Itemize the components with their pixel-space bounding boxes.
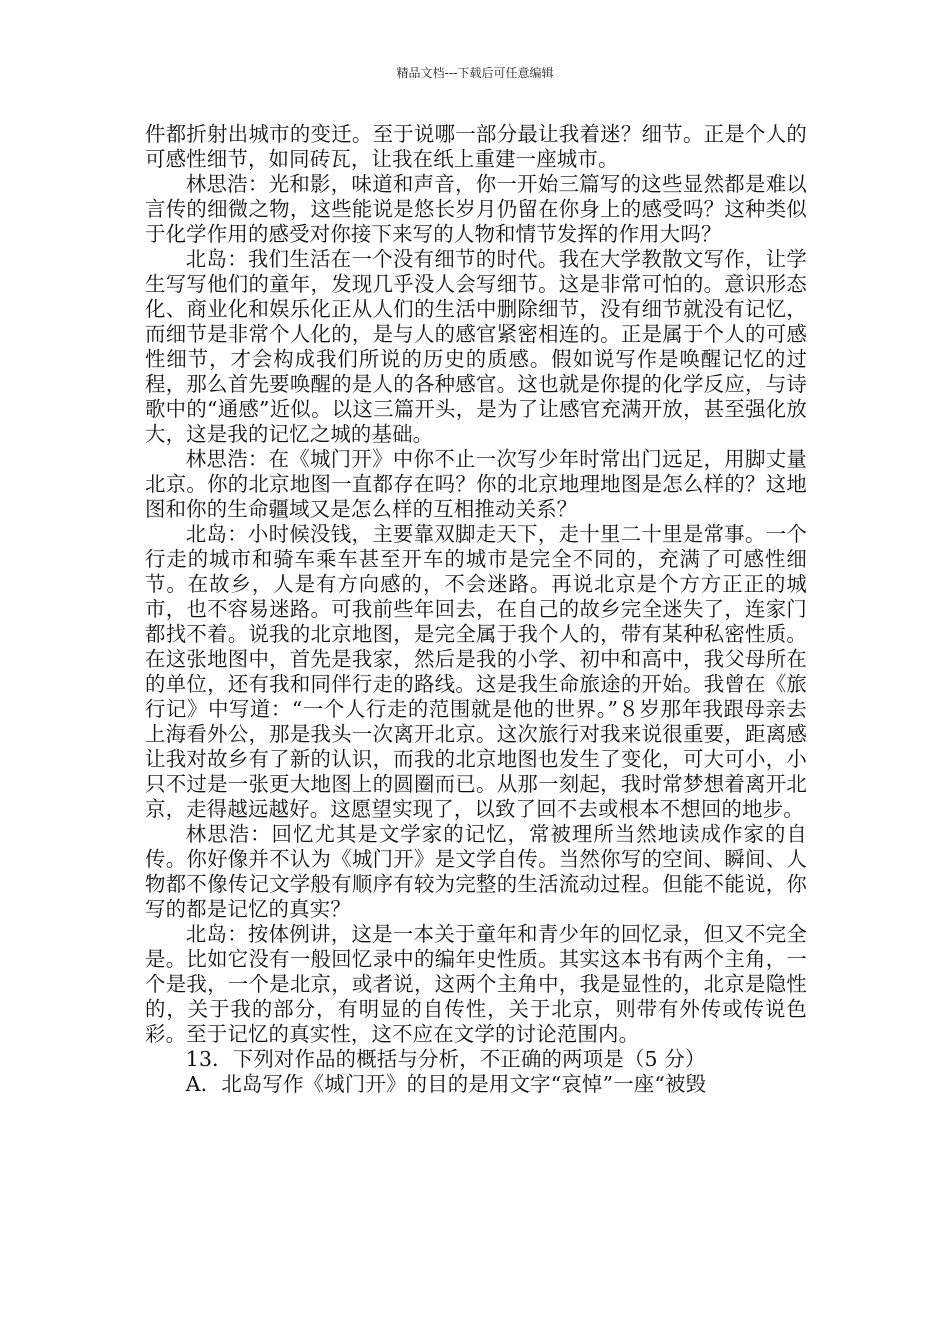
- paragraph-1: 件都折射出城市的变迁。至于说哪一部分最让我着迷？细节。正是个人的可感性细节，如同砖瓦，让我在纸上重建一座城市。: [145, 122, 807, 171]
- paragraph-7: 北岛：按体例讲，这是一本关于童年和青少年的回忆录，但又不完全是。比如它没有一般回忆录中的编年史性质。其实这本书有两个主角，一个是我，一个是北京，或者说，这两个主角中，我是显性的，北京是隐性的，关于我的部分，有明显的自传性，关于北京，则带有外传或传说色彩。至于记忆的真实性，这不应在文学的讨论范围内。: [145, 922, 807, 1046]
- paragraph-6: 林思浩：回忆尤其是文学家的记忆，常被理所当然地读成作家的自传。你好像并不认为《城门开》是文学自传。当然你写的空间、瞬间、人物都不像传记文学般有顺序有较为完整的生活流动过程。但能不能说，你写的都是记忆的真实？: [145, 822, 807, 921]
- question-13: 13．下列对作品的概括与分析，不正确的两项是（5 分）: [185, 1047, 706, 1071]
- page-header: 精品文档---下载后可任意编辑: [396, 66, 554, 80]
- paragraph-4: 林思浩：在《城门开》中你不止一次写少年时常出门远足，用脚丈量北京。你的北京地图一直都存在吗？你的北京地理地图是怎么样的？这地图和你的生命疆域又是怎么样的互相推动关系？: [145, 447, 807, 521]
- paragraph-2: 林思浩：光和影，味道和声音，你一开始三篇写的这些显然都是难以言传的细微之物，这些能说是悠长岁月仍留在你身上的感受吗？这种类似于化学作用的感受对你接下来写的人物和情节发挥的作用大吗？: [145, 172, 807, 246]
- option-a: A．北岛写作《城门开》的目的是用文字“哀悼”一座“被毁: [185, 1072, 707, 1096]
- paragraph-3: 北岛：我们生活在一个没有细节的时代。我在大学教散文写作，让学生写写他们的童年，发现几乎没人会写细节。这是非常可怕的。意识形态化、商业化和娱乐化正从人们的生活中删除细节，没有细节就没有记忆，而细节是非常个人化的，是与人的感官紧密相连的。正是属于个人的可感性细节，才会构成我们所说的历史的质感。假如说写作是唤醒记忆的过程，那么首先要唤醒的是人的各种感官。这也就是你提的化学反应，与诗歌中的“通感”近似。以这三篇开头，是为了让感官充满开放，甚至强化放大，这是我的记忆之城的基础。: [145, 247, 807, 446]
- document-body: [145, 122, 807, 1097]
- paragraph-5: 北岛：小时候没钱，主要靠双脚走天下，走十里二十里是常事。一个行走的城市和骑车乘车甚至开车的城市是完全不同的，充满了可感性细节。在故乡，人是有方向感的，不会迷路。再说北京是个方方正正的城市，也不容易迷路。可我前些年回去，在自己的故乡完全迷失了，连家门都找不着。说我的北京地图，是完全属于我个人的，带有某种私密性质。在这张地图中，首先是我家，然后是我的小学、初中和高中，我父母所在的单位，还有我和同伴行走的路线。这是我生命旅途的开始。我曾在《旅行记》中写道：“一个人行走的范围就是他的世界。”８岁那年我跟母亲去上海看外公，那是我头一次离开北京。这次旅行对我来说很重要，距离感让我对故乡有了新的认识，而我的北京地图也发生了变化，可大可小，小只不过是一张更大地图上的圆圈而已。从那一刻起，我时常梦想着离开北京，走得越远越好。这愿望实现了，以致了回不去或根本不想回的地步。: [145, 522, 807, 821]
